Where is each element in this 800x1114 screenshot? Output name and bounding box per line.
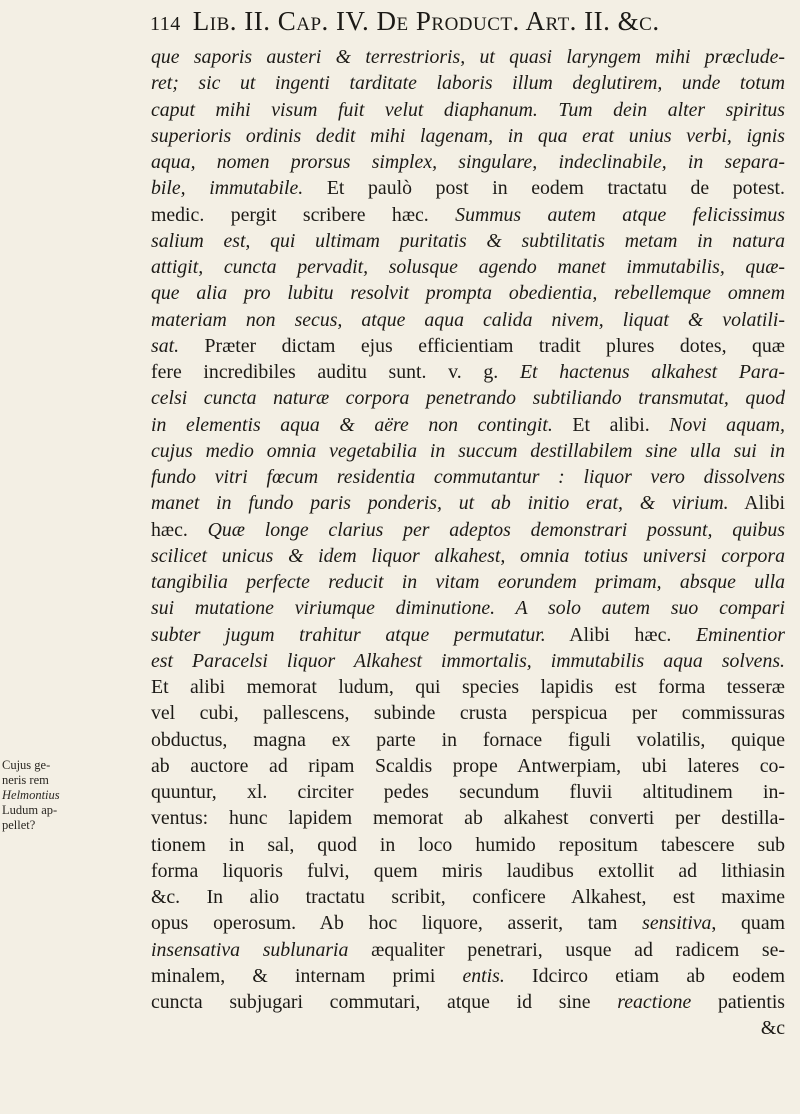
text-segment: est Paracelsi liquor Alkahest immortalis, immutabilis aqua solvens. (151, 649, 785, 672)
text-line (151, 359, 785, 385)
text-segment: cujus medio omnia vegetabilia in succum destillabilem sine ulla sui in (151, 439, 785, 462)
text-line (151, 805, 785, 831)
text-segment: Quæ longe clarius per adeptos demonstrari possunt, quibus (207, 518, 785, 541)
catchword: &c (760, 1017, 785, 1040)
text-line (151, 569, 785, 595)
text-segment: ab auctore ad ripam Scaldis prope Antwerpiam, ubi lateres co- (151, 754, 785, 777)
text-segment: ventus: hunc lapidem memorat ab alkahest converti per destilla- (151, 807, 785, 830)
text-line (151, 858, 785, 884)
text-segment: materiam non secus, atque aqua calida nivem, liquat & volatili- (151, 308, 785, 331)
page-number: 114 (150, 13, 181, 35)
text-segment: medic. pergit scribere hæc. (151, 203, 456, 226)
text-segment: Novi aquam, (669, 413, 785, 436)
text-segment: vel cubi, pallescens, subinde crusta perspicua per commissuras (151, 702, 785, 725)
text-line (151, 464, 785, 490)
body-text (151, 44, 785, 1042)
text-segment: forma liquoris fulvi, quem miris laudibus extollit ad lithiasin (151, 859, 785, 882)
text-segment: , quam (711, 912, 785, 935)
text-line (151, 517, 785, 543)
margin-note-line: neris rem (2, 773, 49, 787)
text-segment: attigit, cuncta pervadit, solusque agendo manet immutabilis, quæ- (151, 256, 785, 278)
marginal-note (2, 758, 72, 833)
text-segment: opus operosum. Ab hoc liquore, asserit, tam (151, 912, 643, 935)
text-segment: Alibi (728, 492, 785, 515)
text-line (151, 937, 785, 963)
text-line (151, 307, 785, 333)
text-segment: manet in fundo paris ponderis, ut ab initio erat, & virium. (151, 492, 729, 515)
text-line (151, 254, 785, 280)
text-segment: æqualiter penetrari, usque ad radicem se- (348, 938, 785, 961)
text-segment: in elementis aqua & aëre non contingit. (151, 413, 553, 436)
text-segment: bile, immutabile. (151, 177, 304, 200)
text-segment: minalem, & internam primi (151, 964, 463, 987)
text-line (151, 333, 785, 359)
text-line (151, 648, 785, 674)
text-line (151, 963, 785, 989)
text-segment: salium est, qui ultimam puritatis & subtilitatis metam in natura (151, 229, 785, 252)
text-segment: &c. In alio tractatu scribit, conficere Alkahest, est maxime (151, 886, 785, 908)
text-segment: hæc. (151, 518, 208, 541)
text-line (151, 700, 785, 726)
text-line (151, 779, 785, 805)
text-line (151, 989, 785, 1015)
text-segment: Et alibi. (552, 413, 670, 436)
text-segment: Et alibi memorat ludum, qui species lapidis est forma tesseræ (151, 676, 785, 698)
text-line (151, 44, 785, 70)
text-segment: sui mutatione viriumque diminutione. A solo autem suo compari (151, 597, 785, 620)
running-header (150, 6, 790, 42)
text-segment: patientis (691, 991, 785, 1013)
text-segment: Summus autem atque felicissimus (455, 203, 785, 226)
text-segment: que alia pro lubitu resolvit prompta obedientia, rebellemque omnem (151, 282, 785, 305)
margin-note-line: Helmontius (2, 788, 60, 802)
text-segment: scilicet unicus & idem liquor alkahest, omnia totius universi corpora (151, 544, 785, 567)
margin-note-line: Ludum ap- (2, 803, 58, 817)
text-segment: Præter dictam ejus efficientiam tradit plures dotes, quæ (179, 334, 785, 357)
text-line (151, 884, 785, 910)
text-line (151, 832, 785, 858)
text-line (151, 97, 785, 123)
text-line (151, 228, 785, 254)
text-line (151, 175, 785, 201)
text-line (151, 753, 785, 779)
text-segment: que saporis austeri & terrestrioris, ut quasi laryngem mihi præclude- (151, 46, 785, 68)
text-line (151, 438, 785, 464)
text-line (151, 385, 785, 411)
text-segment: superioris ordinis dedit mihi lagenam, in qua erat unius verbi, ignis (151, 124, 785, 147)
running-title: Lib. II. Cap. IV. De Product. Art. II. &c. (192, 6, 660, 36)
margin-note-line: Cujus ge- (2, 758, 51, 772)
text-segment: fundo vitri fœcum residentia commutantur : liquor vero dissolvens (151, 466, 785, 488)
text-line (151, 123, 785, 149)
text-segment: sensitiva (642, 912, 712, 935)
text-segment: entis. (462, 964, 505, 987)
text-line (151, 490, 785, 516)
text-segment: aqua, nomen prorsus simplex, singulare, indeclinabile, in separa- (151, 151, 785, 173)
text-line (151, 70, 785, 96)
margin-note-line: pellet? (2, 818, 36, 832)
text-segment: fere incredibiles auditu sunt. v. g. (151, 361, 520, 383)
text-segment: insensativa sublunaria (151, 938, 349, 961)
text-segment: Alibi hæc. (545, 623, 696, 646)
text-segment: Idcirco etiam ab eodem (504, 964, 785, 987)
text-segment: sat. (151, 334, 180, 357)
text-segment: obductus, magna ex parte in fornace figuli volatilis, quique (151, 728, 785, 751)
text-line (151, 280, 785, 306)
text-line (151, 412, 785, 438)
text-segment: quuntur, xl. circiter pedes secundum fluvii altitudinem in- (151, 781, 785, 803)
text-segment: Et hactenus alkahest Para- (519, 361, 785, 383)
text-line (151, 727, 785, 753)
text-segment: Et paulò post in eodem tractatu de potest. (303, 177, 785, 200)
text-line (151, 595, 785, 621)
text-segment: reactione (617, 991, 692, 1013)
text-segment: ret; sic ut ingenti tarditate laboris illum deglutirem, unde totum (151, 72, 785, 95)
text-segment: subter jugum trahitur atque permutatur. (151, 623, 546, 646)
text-line (151, 674, 785, 700)
text-line (151, 149, 785, 175)
text-segment: cuncta subjugari commutari, atque id sine (151, 991, 618, 1013)
text-line (151, 910, 785, 936)
text-segment: tangibilia perfecte reducit in vitam eorundem primam, absque ulla (151, 571, 785, 593)
text-segment: caput mihi visum fuit velut diaphanum. Tum dein alter spiritus (151, 98, 785, 121)
text-line (151, 622, 785, 648)
text-line (151, 202, 785, 228)
text-segment: celsi cuncta naturæ corpora penetrando subtiliando transmutat, quod (151, 387, 785, 410)
text-segment: Eminentior (695, 623, 785, 646)
text-segment: tionem in sal, quod in loco humido repositum tabescere sub (151, 833, 785, 856)
text-line (151, 543, 785, 569)
